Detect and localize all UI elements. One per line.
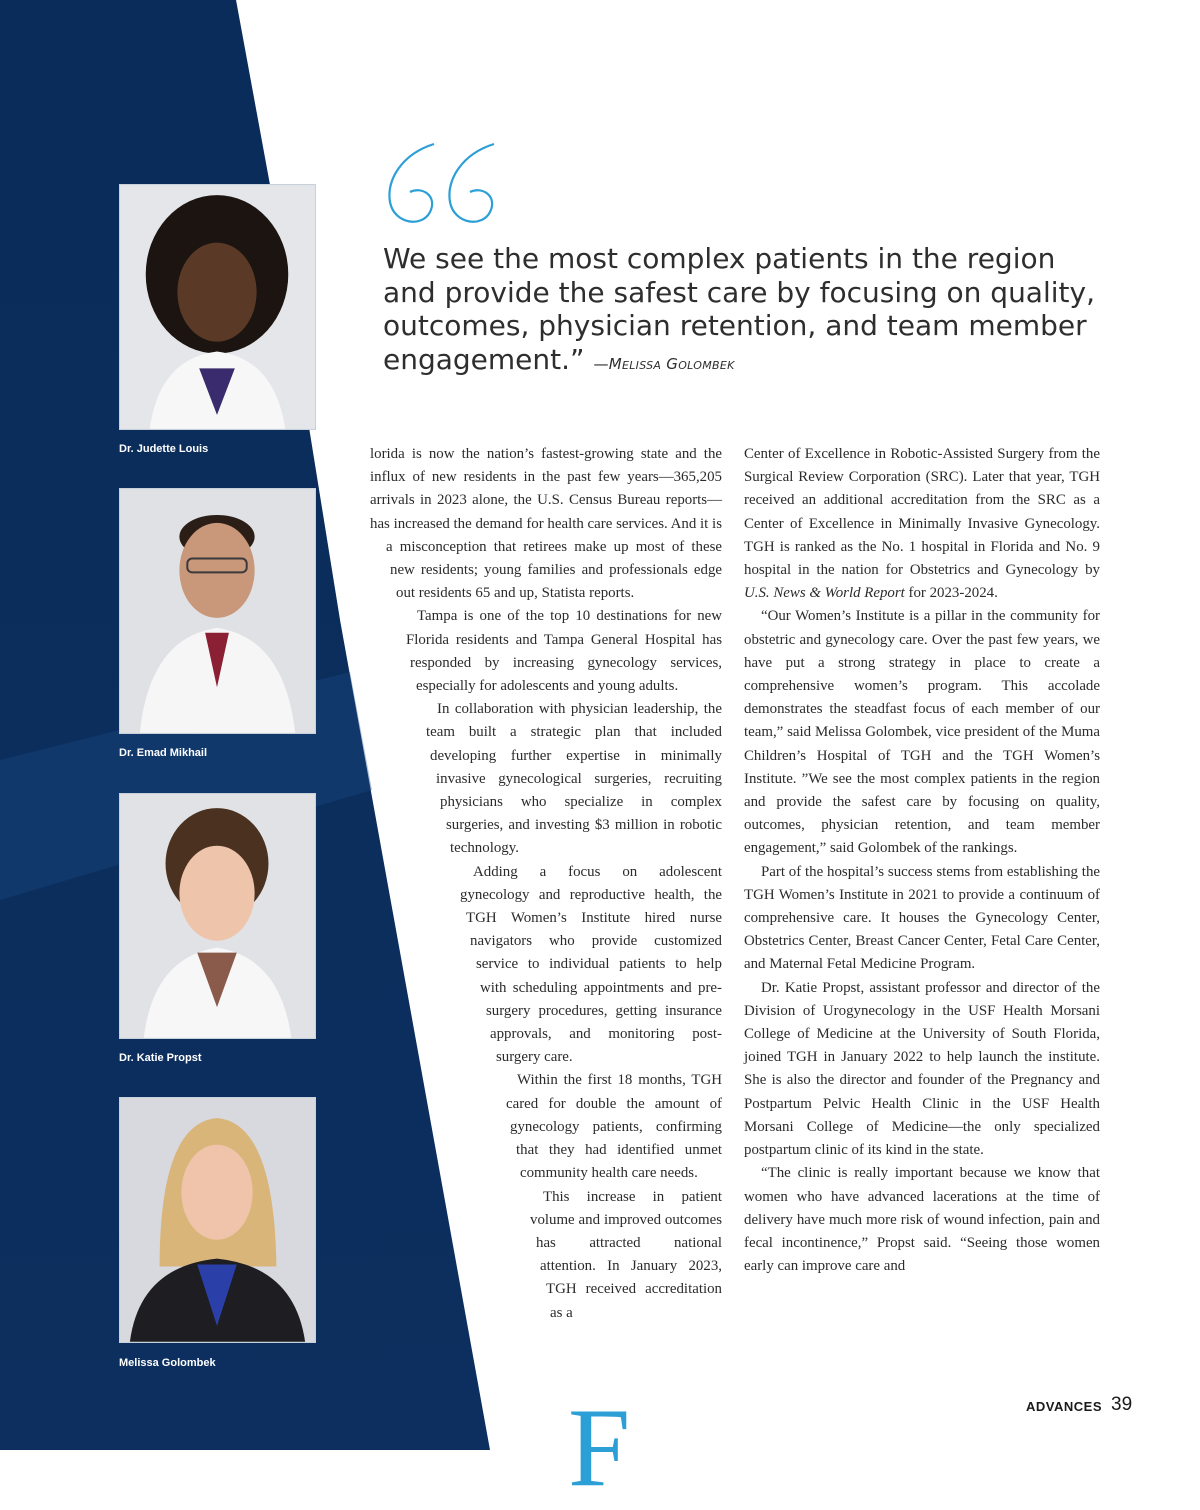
pull-quote-text: We see the most complex patients in the region and provide the safest care by focusing on quality, outcomes, physician retention, and team member engagement.” — [383, 242, 1095, 376]
portrait-photo-melissa-golombek — [119, 1097, 316, 1343]
footer-brand: ADVANCES — [1026, 1399, 1102, 1414]
paragraph-text: Center of Excellence in Robotic-Assisted Surgery from the Surgical Review Corporation (SRC). Later that year, TGH received an additional accreditation from the SRC as a Center of Excellence in Minimally Invasive Gynecology. TGH is ranked as the No. 1 hospital in Florida and No. 9 hospital in the nation for Obstetrics and Gynecology by — [744, 446, 1100, 579]
photo-caption: Dr. Emad Mikhail — [119, 747, 208, 759]
open-quote-icon — [382, 140, 500, 230]
portrait-photo-emad-mikhail — [119, 488, 316, 734]
article-paragraph — [744, 443, 1100, 605]
article-right-column — [744, 443, 1100, 1278]
photo-caption: Melissa Golombek — [119, 1357, 216, 1369]
article-left-column — [370, 443, 722, 1510]
article-paragraph: Adding a focus on adolescent gynecology and reproductive health, the TGH Women’s Institute hired nurse navigators who provide customized service to individual patients to help with scheduling appointments and pre-surgery procedures, getting insurance approvals, and monitoring post-surgery care. — [460, 863, 722, 1066]
paragraph-text: for 2023-2024. — [904, 585, 998, 602]
article-paragraph: “Our Women’s Institute is a pillar in the community for obstetric and gynecology care. Over the past few years, we have put a strong strategy in place to create a comprehensive women’s program. This accolade demonstrates the steadfast focus of each member of our team,” said Melissa Golombek, vice president of the Muma Children’s Hospital of TGH and the TGH Women’s Institute. ”We see the most complex patients in the region and provide the safest care by focusing on quality, outcomes, physician retention, and team member engagement,” said Golombek of the rankings. — [744, 608, 1100, 857]
article-paragraph: lorida is now the nation’s fastest-growing state and the influx of new residents in the past few years—365,205 arrivals in 2023 alone, the U.S. Census Bureau reports—has increased the demand for health care services. And it is a misconception that retirees make up most of these new residents; young families and professionals edge out residents 65 and up, Statista reports. — [370, 446, 722, 602]
portrait-photo — [120, 794, 315, 1038]
photo-caption: Dr. Katie Propst — [119, 1052, 202, 1064]
article-paragraph: In collaboration with physician leadership, the team built a strategic plan that included developing further expertise in minimally invasive gynecological surgeries, recruiting physicians who specialize in complex surgeries, and investing $3 million in robotic technology. — [426, 701, 722, 857]
publication-name: U.S. News & World Report — [744, 585, 905, 602]
portrait-photo-judette-louis — [119, 184, 316, 430]
page-number: 39 — [1111, 1394, 1133, 1415]
pull-quote-attribution: —Melissa Golombek — [593, 354, 735, 373]
photo-caption: Dr. Judette Louis — [119, 443, 209, 455]
article-paragraph: Dr. Katie Propst, assistant professor and director of the Division of Urogynecology in the USF Health Morsani College of Medicine at the University of South Florida, joined TGH in January 2022 to help launch the institute. She is also the director and founder of the Pregnancy and Postpartum Pelvic Health Clinic in the USF Health Morsani College of Medicine—the only specialized postpartum clinic of its kind in the state. — [744, 979, 1100, 1159]
drop-cap: F — [568, 1385, 631, 1510]
portrait-photo — [120, 489, 315, 733]
portrait-photo — [120, 185, 315, 429]
article-paragraph: “The clinic is really important because we know that women who have advanced lacerations at the time of delivery have much more risk of wound infection, pain and fecal incontinence,” Propst said. “Seeing those women early can improve care and — [744, 1165, 1100, 1275]
article-paragraph: Within the first 18 months, TGH cared for double the amount of gynecology patients, confirming that they had identified unmet community health care needs. — [506, 1072, 722, 1182]
portrait-photo — [120, 1098, 315, 1342]
article-paragraph: This increase in patient volume and improved outcomes has attracted national attention. In January 2023, TGH received accreditation as a — [530, 1188, 722, 1321]
pull-quote — [383, 242, 1103, 381]
article-paragraph: Tampa is one of the top 10 destinations for new Florida residents and Tampa General Hospital has responded by increasing gynecology services, especially for adolescents and young adults. — [406, 608, 722, 695]
article-paragraph: Part of the hospital’s success stems from establishing the TGH Women’s Institute in 2021 to provide a continuum of comprehensive care. It houses the Gynecology Center, Obstetrics Center, Breast Cancer Center, Fetal Care Center, and Maternal Fetal Medicine Program. — [744, 863, 1100, 973]
portrait-photo-katie-propst — [119, 793, 316, 1039]
